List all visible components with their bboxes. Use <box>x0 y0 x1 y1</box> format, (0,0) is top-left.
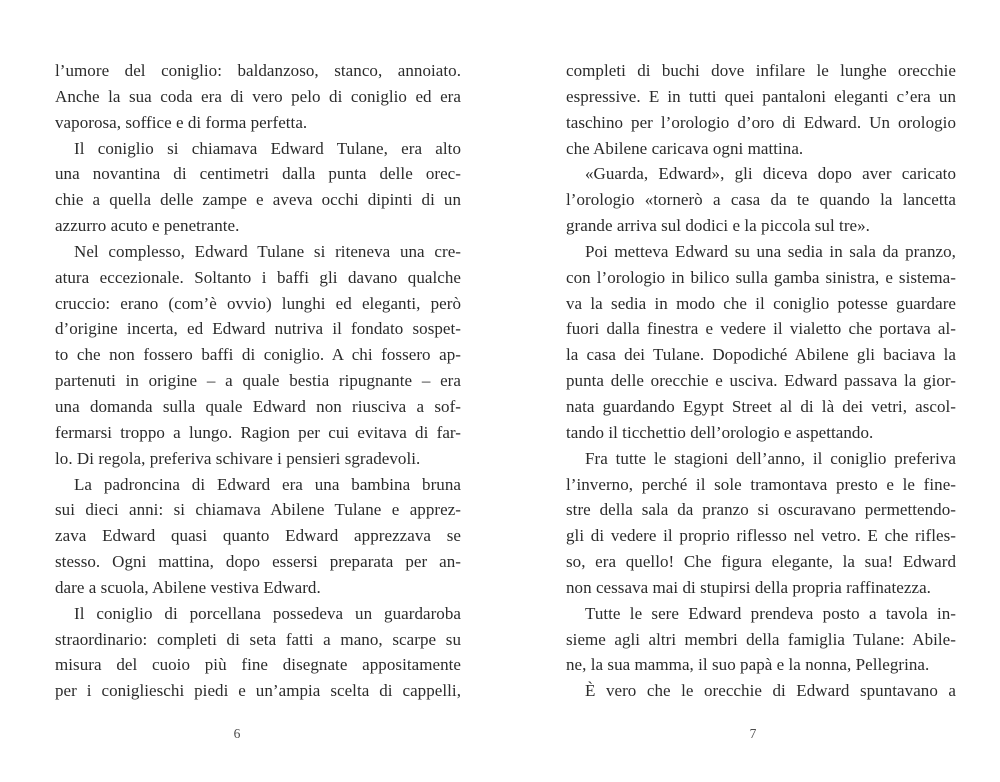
text-line: partenuti in origine – a quale bestia ripugnante – era <box>55 371 461 391</box>
text-line: l’orologio «tornerò a casa da te quando la lancetta <box>566 190 956 210</box>
text-line: fermarsi troppo a lungo. Ragion per cui evitava di far- <box>55 422 461 442</box>
page-number-left: 6 <box>233 726 241 741</box>
text-line: punta delle orecchie e usciva. Edward passava la gior- <box>566 371 956 391</box>
text-line: non cessava mai di stupirsi della propria raffinatezza. <box>566 577 931 597</box>
text-line: Nel complesso, Edward Tulane si riteneva una cre- <box>74 241 461 261</box>
text-line: stesso. Ogni mattina, dopo essersi preparata per an- <box>55 552 461 572</box>
text-line: È vero che le orecchie di Edward spuntavano a <box>585 681 956 701</box>
text-line: Tutte le sere Edward prendeva posto a tavola in- <box>585 603 956 623</box>
text-line: una novantina di centimetri dalla punta delle orec- <box>55 164 461 184</box>
page-right-text-block <box>566 58 956 704</box>
text-line: «Guarda, Edward», gli diceva dopo aver caricato <box>585 164 956 184</box>
text-line: con l’orologio in bilico sulla gamba sinistra, e sistema- <box>566 267 956 287</box>
text-line: stre della sala da pranzo si oscuravano permettendo- <box>566 500 956 520</box>
text-line: d’origine incerta, ed Edward nutriva il fondato sospet- <box>55 319 461 339</box>
text-line: ne, la sua mamma, il suo papà e la nonna, Pellegrina. <box>566 655 930 675</box>
text-line: azzurro acuto e penetrante. <box>55 216 240 236</box>
text-line: misura del cuoio più fine disegnate appositamente <box>55 655 461 675</box>
text-line: espressive. E in tutti quei pantaloni eleganti c’era un <box>566 86 956 106</box>
text-line: completi di buchi dove infilare le lunghe orecchie <box>566 61 956 80</box>
text-line: gli di vedere il proprio riflesso nel vetro. E che rifles- <box>566 526 956 546</box>
text-line: nata guardando Egypt Street al di là dei vetri, ascol- <box>566 396 956 416</box>
text-line: atura eccezionale. Soltanto i baffi gli davano qualche <box>55 267 461 287</box>
text-line: vaporosa, soffice e di forma perfetta. <box>55 112 308 132</box>
text-line: la casa dei Tulane. Dopodiché Abilene gli baciava la <box>566 345 956 365</box>
text-line: Fra tutte le stagioni dell’anno, il coniglio preferiva <box>585 448 956 468</box>
text-line: Il coniglio si chiamava Edward Tulane, era alto <box>74 138 461 158</box>
text-line: sieme agli altri membri della famiglia Tulane: Abile- <box>566 629 956 649</box>
page-left-text-block <box>55 58 461 704</box>
text-line: tando il ticchettio dell’orologio e aspettando. <box>566 422 874 442</box>
text-line: va la sedia in modo che il coniglio potesse guardare <box>566 293 956 313</box>
text-line: so, era quello! Che figura elegante, la sua! Edward <box>566 552 956 572</box>
text-line: per i coniglieschi piedi e un’ampia scelta di cappelli, <box>55 681 461 701</box>
text-line: La padroncina di Edward era una bambina bruna <box>74 474 461 494</box>
text-line: zava Edward quasi quanto Edward apprezzava se <box>55 526 461 546</box>
text-line: che Abilene caricava ogni mattina. <box>566 138 804 158</box>
text-line: una domanda sulla quale Edward non riusciva a sof- <box>55 396 461 416</box>
text-line: l’inverno, perché il sole tramontava presto e le fine- <box>566 474 956 494</box>
text-line: dare a scuola, Abilene vestiva Edward. <box>55 577 321 597</box>
text-line: fuori dalla finestra e vedere il vialetto che portava al- <box>566 319 956 339</box>
text-line: taschino per l’orologio d’oro di Edward. Un orologio <box>566 112 956 132</box>
text-line: grande arriva sul dodici e la piccola sul tre». <box>566 216 870 236</box>
page-number-right: 7 <box>749 726 757 741</box>
text-line: sui dieci anni: si chiamava Abilene Tulane e apprez- <box>55 500 461 520</box>
text-line: to che non fossero baffi di coniglio. A chi fossero ap- <box>55 345 461 365</box>
text-line: Il coniglio di porcellana possedeva un guardaroba <box>74 603 461 623</box>
text-line: straordinario: completi di seta fatti a mano, scarpe su <box>55 629 461 649</box>
text-line: chie a quella delle zampe e aveva occhi dipinti di un <box>55 190 461 210</box>
text-line: Anche la sua coda era di vero pelo di coniglio ed era <box>55 86 461 106</box>
text-line: cruccio: erano (com’è ovvio) lunghi ed eleganti, però <box>55 293 461 313</box>
text-line: Poi metteva Edward su una sedia in sala da pranzo, <box>585 241 956 261</box>
text-line: l’umore del coniglio: baldanzoso, stanco, annoiato. <box>55 61 461 80</box>
text-line: lo. Di regola, preferiva schivare i pensieri sgradevoli. <box>55 448 421 468</box>
